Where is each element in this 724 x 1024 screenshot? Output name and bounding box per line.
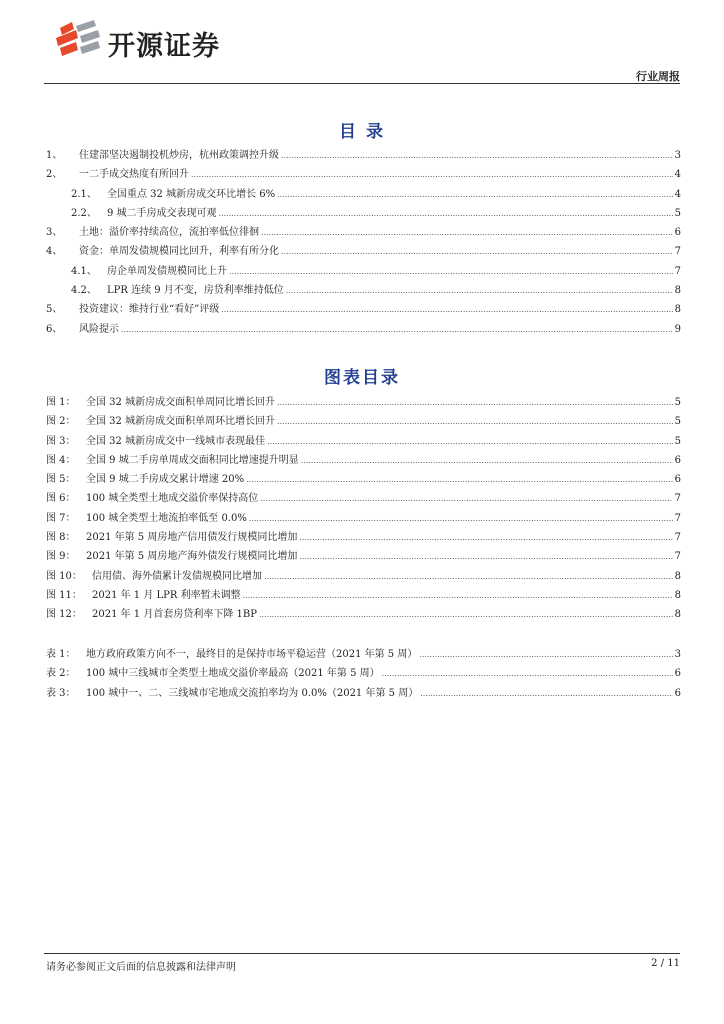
entry-page-number: 8	[674, 304, 681, 316]
entry-number: 6、	[46, 323, 63, 335]
entry-number: 表 1：	[46, 649, 76, 660]
entry-page-number: 6	[674, 668, 681, 680]
entry-title: 9 城二手房成交表现可观	[107, 207, 217, 219]
entry-number: 图 1：	[46, 397, 76, 408]
entry-title: 全国 9 城二手房成交累计增速 20%	[86, 474, 245, 486]
dot-leader	[229, 262, 673, 281]
entry-page-number: 5	[674, 416, 681, 428]
entry-title: 2021 年第 5 周房地产海外债发行规模同比增加	[86, 551, 298, 563]
entry-page-number: 6	[674, 227, 681, 239]
figure-entry[interactable]	[46, 451, 681, 470]
entry-title: 投资建议：维持行业“看好”评级	[79, 304, 220, 316]
entry-number: 5、	[46, 304, 63, 316]
footer-divider	[44, 953, 680, 954]
dot-leader	[281, 242, 673, 261]
entry-title: 全国 32 城新房成交面积单周同比增长回升	[86, 397, 276, 408]
brand-logo	[46, 20, 220, 66]
entry-number: 2.1、	[71, 188, 97, 200]
entry-title: 住建部坚决遏制投机炒房，杭州政策调控升级	[79, 150, 279, 161]
table-entry[interactable]	[46, 684, 681, 703]
dot-leader	[260, 489, 672, 508]
entry-title: 100 城全类型土地成交溢价率保持高位	[86, 493, 259, 505]
entry-number: 4、	[46, 246, 63, 258]
toc-entry[interactable]	[46, 242, 681, 261]
entry-number: 图 9：	[46, 551, 76, 563]
entry-number: 图 8：	[46, 532, 76, 544]
dot-leader	[301, 451, 673, 470]
entry-title: 资金：单周发债规模同比回升，利率有所分化	[79, 246, 279, 258]
entry-number: 1、	[46, 150, 63, 161]
entry-number: 图 5：	[46, 474, 76, 486]
dot-leader	[221, 300, 672, 319]
entry-number: 图 11：	[46, 589, 82, 601]
entry-number: 图 4：	[46, 454, 76, 466]
entry-number: 3、	[46, 227, 63, 239]
dot-leader	[277, 412, 673, 431]
dot-leader	[259, 605, 673, 624]
toc-entry[interactable]	[46, 185, 681, 204]
dot-leader	[267, 432, 673, 451]
entry-number: 2、	[46, 169, 63, 181]
dot-leader	[246, 470, 673, 489]
figures-title: 图表目录	[324, 368, 400, 388]
table-entry[interactable]	[46, 664, 681, 683]
dot-leader	[121, 320, 673, 339]
kaiyuan-logo-icon	[46, 20, 102, 66]
entry-page-number: 7	[674, 493, 681, 505]
figure-entry[interactable]	[46, 567, 681, 586]
toc-entry[interactable]	[46, 146, 681, 165]
dot-leader	[419, 645, 672, 664]
entry-number: 表 2：	[46, 668, 76, 680]
header-divider	[44, 83, 680, 84]
figure-entry[interactable]	[46, 489, 681, 508]
entry-number: 图 7：	[46, 512, 76, 524]
report-type: 行业周报	[636, 70, 680, 83]
entry-page-number: 4	[674, 169, 681, 181]
brand-name: 开源证券	[108, 30, 220, 62]
toc-list	[46, 146, 681, 339]
entry-number: 图 10：	[46, 570, 82, 582]
entry-page-number: 6	[674, 454, 681, 466]
entry-page-number: 7	[674, 551, 681, 563]
entry-page-number: 4	[674, 188, 681, 200]
table-entry[interactable]	[46, 645, 681, 664]
entry-number: 图 3：	[46, 435, 76, 447]
entry-number: 图 6：	[46, 493, 76, 505]
entry-title: 100 城中一、二、三线城市宅地成交流拍率均为 0.0%（2021 年第 5 周）	[86, 687, 419, 699]
entry-page-number: 8	[674, 609, 681, 621]
dot-leader	[243, 586, 673, 605]
toc-entry[interactable]	[46, 262, 681, 281]
tables-list	[46, 645, 681, 703]
entry-page-number: 3	[674, 649, 681, 660]
entry-title: 全国 32 城新房成交中一线城市表现最佳	[86, 435, 266, 447]
entry-page-number: 5	[674, 435, 681, 447]
entry-page-number: 7	[674, 512, 681, 524]
dot-leader	[219, 204, 673, 223]
dot-leader	[249, 509, 673, 528]
dot-leader	[277, 185, 673, 204]
dot-leader	[382, 664, 673, 683]
entry-title: 地方政府政策方向不一，最终目的是保持市场平稳运营（2021 年第 5 周）	[86, 649, 418, 660]
entry-title: 房企单周发债规模同比上升	[107, 265, 227, 277]
page-number: 2 / 11	[651, 958, 680, 969]
dot-leader	[264, 567, 673, 586]
dot-leader	[281, 146, 673, 165]
dot-leader	[299, 547, 672, 566]
entry-title: 风险提示	[79, 323, 119, 335]
toc-entry[interactable]	[46, 281, 681, 300]
footer-disclaimer: 请务必参阅正文后面的信息披露和法律声明	[46, 962, 236, 973]
dot-leader	[299, 528, 672, 547]
entry-page-number: 7	[674, 265, 681, 277]
dot-leader	[420, 684, 672, 703]
entry-title: 2021 年 1 月首套房贷利率下降 1BP	[92, 609, 257, 621]
entry-number: 图 12：	[46, 609, 82, 621]
entry-number: 表 3：	[46, 687, 76, 699]
toc-title: 目 录	[339, 122, 385, 142]
entry-page-number: 8	[674, 570, 681, 582]
toc-entry[interactable]	[46, 204, 681, 223]
entry-page-number: 5	[674, 397, 681, 408]
entry-number: 图 2：	[46, 416, 76, 428]
entry-title: 全国重点 32 城新房成交环比增长 6%	[107, 188, 276, 200]
toc-entry[interactable]	[46, 320, 681, 339]
entry-number: 2.2、	[71, 207, 97, 219]
toc-entry[interactable]	[46, 300, 681, 319]
figure-entry[interactable]	[46, 393, 681, 412]
entry-page-number: 8	[674, 589, 681, 601]
entry-page-number: 7	[674, 532, 681, 544]
toc-entry[interactable]	[46, 165, 681, 184]
figure-entry[interactable]	[46, 586, 681, 605]
entry-page-number: 8	[674, 285, 681, 297]
entry-page-number: 3	[674, 150, 681, 161]
dot-leader	[261, 223, 673, 242]
figure-entry[interactable]	[46, 432, 681, 451]
entry-page-number: 6	[674, 687, 681, 699]
figure-entry[interactable]	[46, 605, 681, 624]
dot-leader	[277, 393, 673, 412]
figure-entry[interactable]	[46, 528, 681, 547]
entry-title: LPR 连续 9 月不变，房贷利率维持低位	[107, 285, 284, 297]
entry-number: 4.1、	[71, 265, 97, 277]
entry-title: 信用债、海外债累计发债规模同比增加	[92, 570, 262, 582]
figure-entry[interactable]	[46, 509, 681, 528]
entry-page-number: 5	[674, 207, 681, 219]
entry-title: 2021 年第 5 周房地产信用债发行规模同比增加	[86, 532, 298, 544]
entry-page-number: 7	[674, 246, 681, 258]
dot-leader	[191, 165, 673, 184]
figures-list	[46, 393, 681, 625]
dot-leader	[286, 281, 673, 300]
figure-entry[interactable]	[46, 547, 681, 566]
figure-entry[interactable]	[46, 412, 681, 431]
entry-title: 全国 9 城二手房单周成交面积同比增速提升明显	[86, 454, 299, 466]
entry-page-number: 6	[674, 474, 681, 486]
entry-title: 100 城中三线城市全类型土地成交溢价率最高（2021 年第 5 周）	[86, 668, 380, 680]
entry-page-number: 9	[674, 323, 681, 335]
entry-number: 4.2、	[71, 285, 97, 297]
entry-title: 2021 年 1 月 LPR 利率暂未调整	[92, 589, 241, 601]
entry-title: 土地：溢价率持续高位，流拍率低位徘徊	[79, 227, 259, 239]
figure-entry[interactable]	[46, 470, 681, 489]
toc-entry[interactable]	[46, 223, 681, 242]
entry-title: 全国 32 城新房成交面积单周环比增长回升	[86, 416, 276, 428]
entry-title: 100 城全类型土地流拍率低至 0.0%	[86, 512, 247, 524]
entry-title: 一二手成交热度有所回升	[79, 169, 189, 181]
